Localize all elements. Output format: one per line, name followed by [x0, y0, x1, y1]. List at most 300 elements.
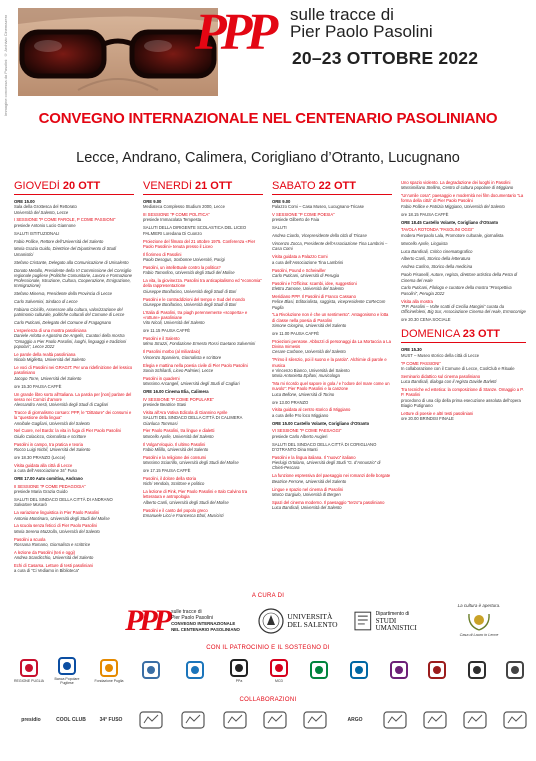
program-speaker: Rocco Luigi Nichil, Università del Salento: [14, 446, 91, 452]
program-item: [401, 241, 526, 246]
program-speaker: Fabiano Cicirillo, Assessore alla cultura, valorizzazione del patrimonio culturale, politiche culturali del Comune di Lecce: [14, 307, 125, 318]
program-title: IV SESSIONE “P COME POPULARE”: [143, 396, 214, 402]
program-speaker: Fabio Tamorlino, Università degli Studi del Molise: [143, 270, 235, 276]
program-item: [143, 489, 263, 505]
program-speaker: Carlo Puticani, Università di Perugia: [272, 272, 340, 278]
program-title: Proiezione del filmato del 21 ottobre 1975. Conferenza «Pier Paolo Pasolini» tenuta presso il Liceo: [143, 238, 256, 249]
program-item: [401, 256, 526, 261]
program-item: [14, 307, 134, 318]
program-item: [272, 254, 392, 265]
program-title: I SESSIONE “P COME PAROLE, P COME PASSIONI”: [14, 217, 116, 223]
program-title: TAVOLA ROTONDA “PASOLINI OGGI”: [401, 227, 474, 233]
program-item: [272, 500, 392, 511]
program-title: Visita all’Ara Votiva Edicola di Giannino Aprile: [143, 410, 228, 415]
program-title: Pasolini in campo, tra pratica e teoria: [14, 441, 83, 447]
program-speaker: Fabio Pollice, Rettore dell’Università del Salento: [14, 238, 104, 244]
collaborator-logo: [498, 705, 532, 735]
program-item: [14, 484, 134, 495]
sponsor-logo: [460, 652, 494, 688]
program-item: [14, 476, 134, 481]
program-item: [143, 508, 263, 519]
program-speaker: Andrea Scardicchio, Università del Salento: [14, 555, 94, 561]
sponsor-emblem-icon: [141, 660, 161, 680]
collaborator-logo: [218, 705, 252, 735]
sponsor-logo: [178, 652, 212, 688]
sponsor-emblem-icon: [99, 658, 119, 678]
program-speaker: Alberto Canli, Università degli Studi del Molise: [143, 499, 229, 505]
program-item: [14, 299, 134, 304]
sponsor-emblem-icon: [505, 660, 525, 680]
program-item: [14, 410, 134, 426]
collaborator-name: COOL CLUB: [56, 717, 86, 723]
program-speaker: Stefano Minerva, Presidente della Provincia di Lecce: [14, 291, 112, 297]
program-item: [14, 463, 134, 474]
program-title: Pasolini e le contraddizioni del tempo e Sud del mondo: [143, 296, 245, 302]
program-item: [272, 233, 392, 238]
program-item: [14, 455, 134, 460]
program-title: Pasolini in quaderni: [143, 375, 180, 381]
unisalento-line2: DEL SALENTO: [287, 620, 338, 629]
collaborazioni-label: COLLABORAZIONI: [239, 697, 297, 703]
program-detail: e Vincenzo Bianco, Università del Salento: [272, 367, 350, 373]
program-detail: presiede Maria Grazia Guido: [14, 489, 68, 495]
day-name: SABATO: [272, 180, 319, 192]
program-item: [14, 199, 134, 215]
program-item: [14, 246, 134, 257]
program-detail: ore 20.00 BRINDISI FINALE: [401, 416, 454, 421]
program-detail: presiede Carlo Alberto Augieri: [272, 433, 328, 439]
program-speaker: Fabio Milillo, Università del Salento: [143, 446, 209, 452]
program-speaker: Marcello Aprile, Linguista: [401, 240, 448, 246]
day-name: VENERDÌ: [143, 180, 195, 192]
program-item: [143, 410, 263, 426]
program-speaker: Pierluigi Ortolano, Università degli Studi “G. d’Annunzio” di Chieti-Pescara: [272, 460, 381, 471]
day-name: DOMENICA: [401, 328, 463, 341]
program-item: [14, 320, 134, 325]
program-detail: In collaborazione con il Comune di Lecce, CoolClub e Rituale: [401, 365, 515, 371]
day-date: 21 OTT: [194, 180, 233, 192]
program-item: [14, 384, 134, 389]
sponsor-logo: [342, 652, 376, 688]
program-speaker: Massimo Sciarrillo, Università degli Studi del Molise: [143, 460, 239, 466]
program-item: [143, 389, 263, 394]
collaborator-name: presidio: [21, 717, 41, 723]
program-title: II SESSIONE “P COME PEDAGOGIA”: [14, 483, 86, 489]
collaborator-emblem-icon: [139, 711, 163, 729]
program-speaker: Carlo Salvemini, Sindaco di Lecce: [14, 299, 78, 305]
program-title: Pasolini e il Salento: [143, 336, 180, 342]
sponsor-emblem-icon: [269, 658, 289, 678]
program-title: Spazi del cinema moderno. Il paesaggio “terzo”a pasoliniano: [272, 499, 385, 505]
program-item: [14, 231, 134, 236]
program-detail: SALUTI DELLA DIRIGENTE SCOLASTICA DEL LICEO PALMIERI Loredana Di Cuonzo: [143, 225, 247, 236]
collaborator-logo: [54, 705, 88, 735]
program-detail: presiede Beatrice Stasi: [143, 402, 187, 408]
program-item: [401, 347, 526, 358]
patrocinio-label: CON IL PATROCINIO E IL SOSTEGNO DI: [206, 645, 330, 651]
program-detail: ore 11.15 PAUSA CAFFÈ: [143, 328, 191, 334]
program-detail: SALUTI DEL SINDACO DELLA CITTÀ DI ANDRANO: [14, 497, 113, 503]
program-item: [272, 357, 392, 378]
program-item: [272, 400, 392, 405]
program-speaker: Luca Bandirali, Critico cinematografico: [401, 248, 473, 254]
program-title: Pasolini, il dolore della storia: [143, 475, 197, 481]
program-title: A lezione da Pasolini (teri e oggi): [14, 549, 75, 555]
header-title-line2: Pier Paolo Pasolini: [290, 22, 433, 41]
program-title: Elegia e mattina nella poesia civile di Pier Paolo Pasolini: [143, 362, 248, 368]
program-speaker: Mimo Strazzi, Fondazione Ernesto Rossi Gaetano Salvemini: [143, 341, 256, 347]
program-title: “Un’umile cosa”: paesaggio e modernità nei film documentario “La forma della città” di Pier Paolo Pasolini: [401, 193, 524, 204]
program-speaker: Alberto Canli, Storico della letteratura: [401, 256, 471, 262]
laurel-wreath-icon: [464, 608, 494, 632]
sponsor-emblem-icon: [427, 660, 447, 680]
casa-di-lauro-name: Casa di Lauro in Lecce: [459, 633, 499, 637]
program-time: ORE 17.00 Auto comitiva, Andrano: [14, 475, 83, 481]
program-item: [143, 328, 263, 333]
program-speaker: Giuseppe Bonifacino, Università degli Studi di Bari: [143, 301, 237, 307]
collaborator-logo: [134, 705, 168, 735]
program-title: Pasolini e l’Officina: scambi, idee, suggestioni: [272, 280, 357, 286]
collaborator-emblem-icon: [181, 711, 205, 729]
program-item: [401, 387, 526, 408]
program-item: [272, 381, 392, 397]
poster-header: [0, 0, 536, 116]
program-speaker: Rossana Romano, Giornalista e scrittrice: [14, 541, 91, 547]
ppp-conference-logo: [120, 602, 245, 640]
collaborator-logo: [338, 705, 372, 735]
program-speaker: Donato Metallo, Presidente della VI Commissione del Consiglio regionale pugliese (Politiche Comunitarie, Lavoro e Formazione Professionale, Istruzione, Cultura, Cooperazione, Emigrazione, Immigrazione): [14, 267, 133, 289]
collaborator-emblem-icon: [463, 711, 487, 729]
program-item: [143, 476, 263, 487]
program-item: [401, 264, 526, 269]
program-item: [14, 328, 134, 349]
program-speaker: Massimiliano Stellino, Centro di cultura popolare di Miggiano: [401, 185, 514, 191]
program-speaker: Emanuele Licci e Francesca Ebol, Musicisti: [143, 512, 224, 518]
ppp-logo-line1: sulle tracce di: [171, 609, 202, 615]
sponsor-logo: [222, 652, 256, 688]
program-item: [143, 252, 263, 263]
program-title: Pasolini e la religione dei consumi: [143, 454, 207, 460]
program-item: [14, 239, 134, 244]
dipartimento-line2: STUDI UMANISTICI: [375, 616, 417, 632]
program-item: [272, 268, 392, 279]
dipartimento-studi-umanistici-logo: [353, 603, 438, 639]
collaborator-logo: [378, 705, 412, 735]
sponsor-logo: [382, 652, 416, 688]
program-item: [272, 294, 392, 310]
program-title: L’Italia di Pasolini, tra piagh perennemente «scoperta» e «rotture» pasoliniane: [143, 309, 248, 321]
program-detail: ore 11.00 PAUSA CAFFÈ: [272, 330, 320, 336]
program-item: [401, 249, 526, 254]
program-speaker: Giulio Colacicco, Giornalista e scrittore: [14, 433, 86, 439]
program-detail: Sala della Grottesca del Rettorato: [14, 204, 77, 210]
program-item: [401, 411, 526, 422]
program-item: [14, 510, 134, 521]
program-detail: a cura delle Pro loco Miggiano: [272, 412, 329, 418]
program-speaker: Massimo Arcangeli, Università degli Studi di Cagliari: [143, 381, 240, 387]
sponsor-name: REGIONE PUGLIA: [14, 678, 44, 683]
program-title: Uno spazio violento. La degradazione dei luoghi in Pasolini: [401, 180, 511, 185]
program-detail: SALUTI ISTITUZIONALI: [14, 230, 60, 236]
program-item: [143, 265, 263, 276]
program-speaker: Maria Grazia Guido, Direttrice del Dipartimento di Studi Umanistici: [14, 246, 117, 257]
conference-title: CONVEGNO INTERNAZIONALE NEL CENTENARIO PASOLINIANO: [38, 110, 498, 127]
ppp-logo: PPP: [195, 4, 273, 61]
day-column-saturday: [272, 180, 392, 583]
collaborator-emblem-icon: [423, 711, 447, 729]
program-speaker: Andrea Ciardo, Vicepresidente della città di Tricase: [272, 233, 367, 239]
collaborator-logo: [176, 705, 210, 735]
program-item: [401, 212, 526, 217]
sponsor-emblem-icon: [185, 660, 205, 680]
program-detail: modera Pierpaolo Lala, Promotore culturale, giornalista: [401, 232, 504, 238]
ppp-logo-line3: CONVEGNO INTERNAZIONALE: [171, 621, 236, 626]
program-title: V SESSIONE “P COME POESIA”: [272, 212, 335, 218]
header-title: [290, 6, 530, 40]
program-item: [272, 331, 392, 336]
dipartimento-emblem-icon: [353, 610, 373, 632]
program-title: Visita guidata alla città di Lecce: [14, 462, 73, 468]
unisalento-seal-icon: [258, 606, 284, 636]
program-title: La funzione espressiva del paesaggio nei romanzi delle borgate: [272, 473, 391, 479]
program-speaker: Andrea Carlino, Storico della medicina: [401, 264, 473, 270]
program-speaker: Carlo Puticani, Filologo e curatore della mostra “Prospettiva Pasolini”, Perugia 2022: [401, 285, 512, 296]
program-title: L’esperienza di una mostra pasoliniana: [14, 328, 87, 334]
program-title: Pasolini, un intellettuale contro la politica?: [143, 264, 221, 270]
program-detail: Palazzo Comi – Casa Museo, Lucugnano-Tricase: [272, 204, 365, 210]
program-speaker: Luca Bellone, Università di Torino: [272, 391, 335, 397]
program-item: [401, 180, 526, 191]
collaborator-logo: [418, 705, 452, 735]
program-title: “P COME PASSIONI”: [401, 360, 441, 366]
program-speaker: Nicola Miglietta, Università del Salento: [14, 357, 86, 363]
program-time: ORE 18.45 Castello Volante, Corigliano d’Otranto: [401, 219, 499, 225]
program-title: La variazione linguistica in Pier Paolo Pasolini: [14, 510, 100, 516]
program-item: [272, 241, 392, 252]
program-speaker: Nichi Vendola, Scrittore e politico: [143, 481, 205, 487]
day-heading: [14, 180, 134, 195]
program-time: ORE 15.00 Castello Volante, Corigliano d’Otranto: [272, 420, 370, 426]
sponsor-name: Fondazione Puglia: [94, 678, 124, 683]
sponsor-logo: [498, 652, 532, 688]
collaborator-emblem-icon: [503, 711, 527, 729]
program-title: Seminario didattico sul cinema pasoliniano: [401, 373, 481, 379]
program-speaker: Vincenzo Sparviero, Giornalista e scrittore: [143, 354, 222, 360]
program-title: Un grande libro sorto all’Italiana. La parola per [non] parlare del sesso nei Comizi d’amore: [14, 391, 132, 402]
program-speaker: Giuseppe Bonifacino, Università degli Studi di Bari: [143, 288, 237, 294]
sponsor-logo: [134, 652, 168, 688]
program-detail: presiede Antonio Lucio Giannone: [14, 222, 76, 228]
program-item: [272, 473, 392, 484]
program-item: [401, 361, 526, 372]
program-detail: a cura di “Ci Vediamo in Biblioteca”: [14, 568, 80, 574]
sponsor-emblem-icon: [309, 660, 329, 680]
day-date: 22 OTT: [318, 180, 356, 192]
program-item: [14, 365, 134, 381]
program-item: [272, 281, 392, 292]
program-speaker: Cesare Carbone, Università del Salento: [272, 349, 346, 355]
program-speaker: Maria Serena Mazzolla, Università del Salento: [14, 528, 100, 534]
program-title: Le parole della realtà pasoliniana: [14, 351, 76, 357]
sponsor-name: MCD: [275, 678, 283, 683]
program-detail: ore 15.30 PAUSA CAFFÈ: [14, 383, 62, 389]
program-speaker: Alessandro Aresti, Università degli Studi di Cagliari: [14, 402, 109, 408]
ppp-logo-line2: Pier Paolo Pasolini: [171, 615, 214, 621]
program-title: III SESSIONE “P COME POLITICA”: [143, 212, 210, 218]
sponsor-emblem-icon: [467, 660, 487, 680]
program-speaker: Luca Bandirali, dialoga con il regista Davide Barletti: [401, 379, 497, 385]
collaborator-emblem-icon: [263, 711, 287, 729]
program-speaker: Felice Blasi, Editorialista, saggista, vicepresidente CoReCom Puglia: [272, 299, 386, 310]
program-speaker: Paolo Desogus, Sorbonne Université, Parigi: [143, 257, 225, 263]
program-item: [401, 285, 526, 296]
program-title: Il Volgar’eloquio. Il ultimo Pasolini: [143, 441, 206, 447]
sponsor-logo: [50, 652, 84, 688]
program-title: VI SESSIONE “P COME PAESAGGI”: [272, 428, 342, 434]
sponsor-logo: [420, 652, 454, 688]
program-item: [272, 339, 392, 355]
program-item: [14, 268, 134, 289]
program-item: [14, 537, 134, 548]
program-speaker: Daniele Arlotta e Agostino De Angelis, Curatori della mostra “Omaggio a Pier Paolo Pasolini, luoghi, linguaggi e tradizioni popolari”, Lecce 2022: [14, 333, 127, 350]
program-detail: a cura dell’Associazione 34° Fuso: [14, 468, 77, 474]
program-speaker: Luca Bandirali, Università del Salento: [272, 505, 342, 511]
collaborator-logo: [298, 705, 332, 735]
program-item: [143, 397, 263, 408]
program-title: “Ma mi ricordo quel sapore in gola / e l’odore del mare come un nuvolo”: Pier Paolo Pasolini e la canzone: [272, 381, 390, 392]
program-title: Tra tecniche ed estetica: la composizione di Stanze. Omaggio a P. P. Pasolini: [401, 386, 524, 398]
program-speaker: Carlo Puticani, Delegato del Comune di Fragagnano: [14, 320, 112, 326]
program-item: [401, 220, 526, 225]
program-item: [14, 217, 134, 228]
program-item: [272, 199, 392, 210]
ppp-logo-line4: NEL CENTENARIO PASOLINIANO: [171, 627, 240, 632]
program-time: ORE 9.00: [272, 199, 291, 204]
program-item: [143, 455, 263, 466]
program-speaker: Stefano Cristante, Delegato alla Comunicazione di Unisalento: [14, 259, 129, 265]
collaborator-logo: [458, 705, 492, 735]
program-title: “Primo il silenzio, poi il suono e la parola”. Alchimie di parole e musica: [272, 357, 387, 368]
program-title: Tracce di giornalismo corsaro: PPP, le “Dittature” dei consumi e la “questione della lingua”: [14, 410, 132, 421]
unisalento-logo: [253, 603, 343, 639]
day-date: 20 OTT: [62, 180, 101, 192]
program-item: [272, 312, 392, 328]
program-item: [143, 336, 263, 347]
a-cura-di-label: A CURA DI: [251, 593, 285, 599]
program-speaker: Marco Gargiulo, Università di Bergen: [272, 491, 341, 497]
program-time: ORE 15.30: [401, 347, 422, 353]
program-time: ORE 9.00: [143, 199, 162, 204]
program-title: Visita guidata al centro storico di Miggiano: [272, 407, 351, 413]
program-detail: SALUTI: [272, 225, 287, 231]
program-title: Lingue e spazio nel cinema di Pasolini: [272, 486, 343, 492]
day-column-continuation: [401, 180, 526, 583]
program-detail: MUST – Museo storico della città di Lecce: [401, 352, 480, 358]
program-item: [143, 297, 263, 308]
program-item: [272, 212, 392, 223]
program-detail: ore 20.30 CENA SOCIALE: [401, 317, 451, 323]
program-item: [401, 299, 526, 315]
pasolini-sunglasses-photo: [18, 8, 218, 96]
program-speaker: Salvatore Musarò: [14, 502, 47, 508]
event-dates: 20–23 OTTOBRE 2022: [292, 48, 479, 68]
program-item: [272, 428, 392, 439]
collaborator-emblem-icon: [303, 711, 327, 729]
program-title: Il fiorimeo di Pasolini: [143, 251, 182, 257]
collaborator-logo: [258, 705, 292, 735]
program-item: [401, 374, 526, 385]
program-title: La scuola senza feticci di Pier Paolo Pasolini: [14, 523, 97, 529]
program-speaker: Simone Giorgino, Università del Salento: [272, 322, 347, 328]
program-item: [143, 239, 263, 250]
program-speaker: Beatrice Ferrone, Università del Salento: [272, 478, 347, 484]
program-speaker: Annibale Gagliani, Università del Salento: [14, 420, 90, 426]
program-item: [143, 349, 263, 360]
program-detail: ore 17.15 PAUSA CAFFÈ: [143, 468, 191, 474]
program-title: Il Pasolini morbo (al miliardaio): [143, 349, 201, 355]
sponsor-logo: [12, 652, 46, 688]
sponsor-emblem-icon: [229, 658, 249, 678]
day-heading: [272, 180, 392, 195]
sponsor-emblem-icon: [349, 660, 369, 680]
program-title: La lezione di Pink, Pier Paolo Pasolini e Italo Calvino tra letteratura e antropologia: [143, 489, 248, 500]
program-item: [401, 227, 526, 238]
dipartimento-line1: Dipartimento di: [375, 610, 410, 617]
program-detail: a cura dell’Associazione Tina Lambrini: [272, 259, 344, 265]
day-column-friday: [143, 180, 263, 583]
unisalento-line1: UNIVERSITÀ: [287, 612, 333, 621]
program-item: [14, 442, 134, 453]
day-heading: [143, 180, 263, 195]
program-speaker: Antonio Montinaro, Università degli Studi del Molise: [14, 515, 110, 521]
sponsor-logo: [302, 652, 336, 688]
program-detail: ore 13.00 PRANZO: [272, 399, 309, 405]
program-detail: procedono di una clip della prima esecuzione assoluta dell’opera Biagio Putignano: [401, 397, 521, 408]
sponsor-logo: [262, 652, 296, 688]
program-item: [14, 523, 134, 534]
program-item: [272, 407, 392, 418]
collaborator-logo: [14, 705, 48, 735]
program-title: Visita alla mostra: [401, 298, 433, 304]
program-detail: SALUTI DEL SINDACO DELLA CITTÀ DI CALIMERA: [143, 415, 243, 421]
sponsor-emblem-icon: [57, 656, 77, 676]
program-speaker: Paolo Pisanelli, Autore, regista, direttore artistico della Festa di Cinema del reale: [401, 272, 518, 283]
program-speaker: Jacopo Torre, Università del Salento: [14, 375, 82, 381]
program-title: Pasolini e la lingua italiana. Il “nuovo” italiano: [272, 454, 356, 460]
program-item: [14, 352, 134, 363]
program-detail: SALUTI DEL SINDACO DELLA CITTÀ DI CORIGLIANO D’OTRANTO Dina Manti: [272, 441, 377, 452]
program-title: Echi di Casarsa. Letture di testi pasoliniani: [14, 562, 93, 568]
program-schedule: [14, 180, 526, 583]
program-title: Letture di poesie e altri testi pasoliniani: [401, 410, 474, 416]
casa-di-lauro-logo: [446, 598, 512, 642]
program-speaker: Maria Antonietta Epifani, musicologa: [272, 373, 340, 379]
header-title-line1: sulle tracce di: [290, 5, 394, 24]
program-speaker: Sonia Schilardi, Liceo Palmieri, Lecce: [143, 367, 214, 373]
program-item: [272, 455, 392, 471]
program-speaker: Elettra Zamone, Università del Salento: [272, 286, 344, 292]
collaborator-name: 34° FUSO: [99, 717, 123, 723]
program-speaker: Università del Salento, Lecce: [14, 209, 69, 215]
program-speaker: Gianluca Tommasi: [143, 420, 178, 426]
program-detail: ore 18.15 PAUSA CAFFÈ: [401, 211, 449, 217]
program-item: [401, 193, 526, 209]
program-item: [143, 428, 263, 439]
program-title: Nel Cuore, nel Bardo: la vita in fuga di Pier Paolo Pasolini: [14, 428, 121, 434]
program-item: [143, 225, 263, 236]
program-time: ORE 16.00 Cinema Elia, Calimera: [143, 388, 209, 394]
program-speaker: Vito Nicoli, Università del Salento: [143, 320, 205, 326]
